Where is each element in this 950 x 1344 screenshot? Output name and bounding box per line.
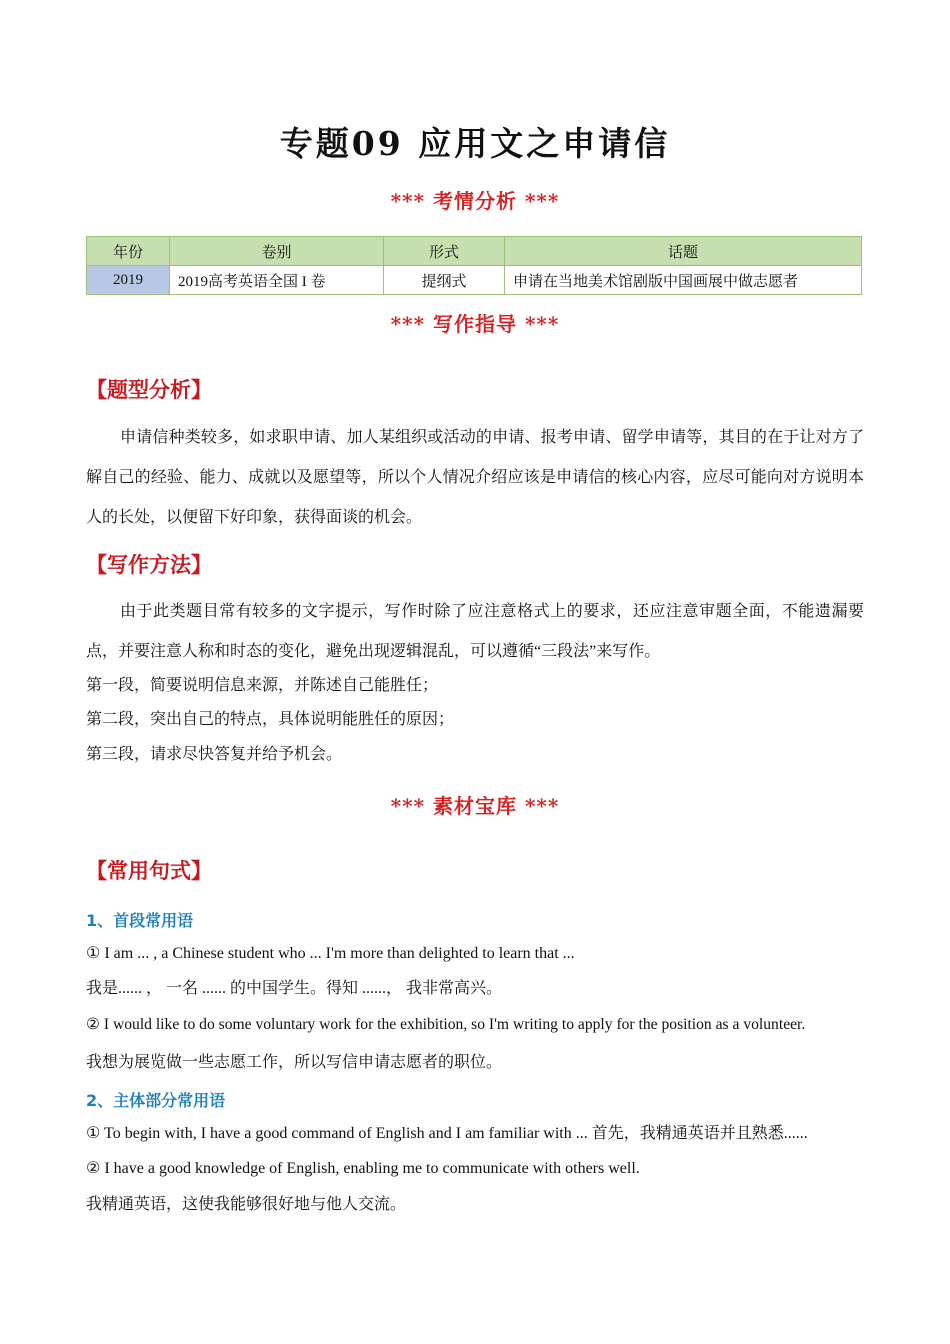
- sentence-4-english: ② I have a good knowledge of English, enabling me to communicate with others well.: [86, 1160, 640, 1177]
- header-paper: 卷别: [170, 237, 384, 266]
- section-guide-title: *** 写作指导 ***: [390, 312, 560, 336]
- cell-topic: 申请在当地美术馆剧版中国画展中做志愿者: [505, 266, 862, 295]
- header-form: 形式: [384, 237, 505, 266]
- table-header-row: [87, 237, 862, 266]
- sentence-1-english: ① I am ... , a Chinese student who ... I'm more than delighted to learn that ...: [86, 945, 575, 962]
- sentence-2-english: ② I would like to do some voluntary work for the exhibition, so I'm writing to apply for the position as a volunteer.: [86, 1016, 806, 1033]
- page-title: 专题09 应用文之申请信: [279, 124, 671, 163]
- cell-paper: 2019高考英语全国 I 卷: [170, 266, 384, 295]
- sentence-3-english: ① To begin with, I have a good command of English and I am familiar with ... 首先，我精通英语并且熟悉......: [86, 1125, 808, 1142]
- section-analysis-title: *** 考情分析 ***: [390, 189, 560, 213]
- table-row: [87, 266, 862, 295]
- sentence-1-chinese: 我是...... ， 一名 ...... 的中国学生。得知 ......， 我非常高兴。: [86, 980, 503, 997]
- sentence-2-chinese: 我想为展览做一些志愿工作，所以写信申请志愿者的职位。: [86, 1054, 503, 1071]
- section-materials-title: *** 素材宝库 ***: [390, 794, 560, 818]
- subheading-body: 2、主体部分常用语: [86, 1091, 226, 1110]
- subheading-opening: 1、首段常用语: [86, 911, 194, 930]
- cell-year: 2019: [87, 266, 170, 295]
- method-step-2: 第二段，突出自己的特点，具体说明能胜任的原因；: [86, 711, 455, 728]
- type-analysis-heading: 【题型分析】: [86, 378, 212, 402]
- method-text: 由于此类题目常有较多的文字提示，写作时除了应注意格式上的要求，还应注意审题全面，不能遗漏要点，并要注意人称和时态的变化，避免出现逻辑混乱，可以遵循“三段法”来写作。: [86, 603, 864, 660]
- method-step-1: 第一段，简要说明信息来源，并陈述自己能胜任；: [86, 677, 439, 694]
- cell-form: 提纲式: [384, 266, 505, 295]
- sentences-heading: 【常用句式】: [86, 859, 212, 883]
- type-analysis-text: 申请信种类较多，如求职申请、加人某组织或活动的申请、报考申请、留学申请等，其目的在于让对方了解自己的经验、能力、成就以及愿望等，所以个人情况介绍应该是申请信的核心内容，应尽可能向对方说明本人的长处，以便留下好印象，获得面谈的机会。: [86, 429, 864, 526]
- header-topic: 话题: [505, 237, 862, 266]
- sentence-4-chinese: 我精通英语，这使我能够很好地与他人交流。: [86, 1196, 407, 1213]
- method-heading: 【写作方法】: [86, 553, 212, 577]
- exam-info-table: [86, 236, 862, 295]
- method-step-3: 第三段，请求尽快答复并给予机会。: [86, 746, 343, 763]
- header-year: 年份: [87, 237, 170, 266]
